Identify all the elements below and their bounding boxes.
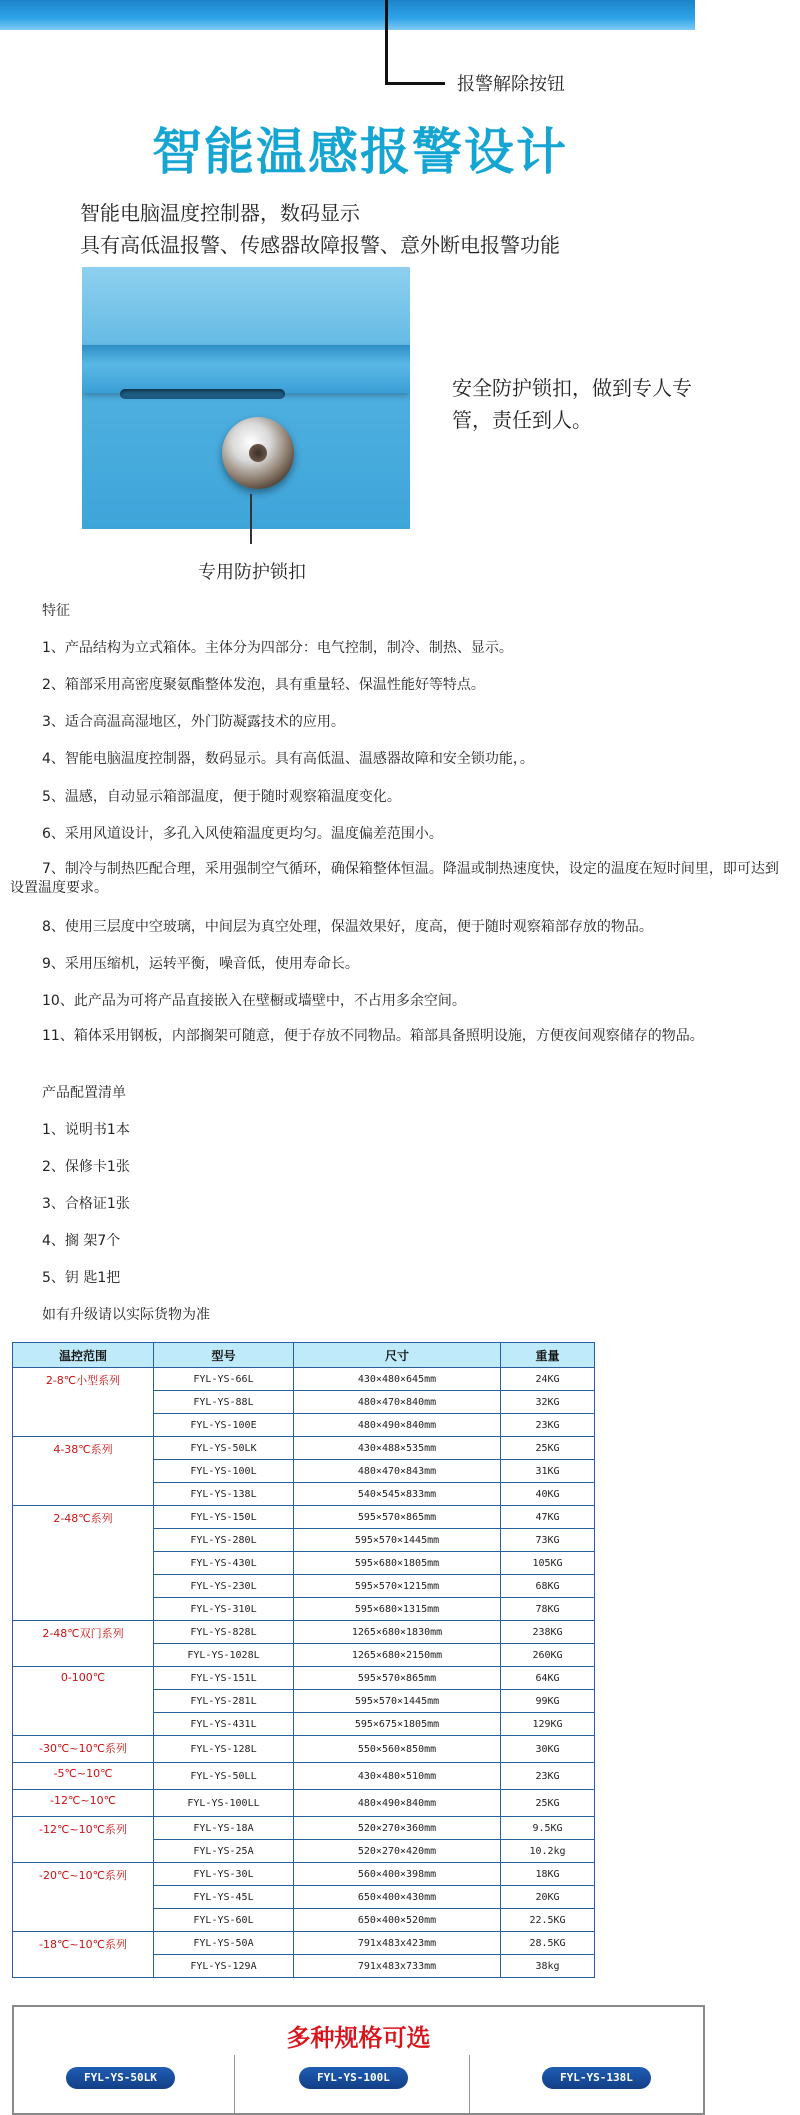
config-note: 如有升级请以实际货物为准 <box>42 1307 210 1323</box>
config-title: 产品配置清单 <box>42 1085 126 1101</box>
weight-cell: 23KG <box>501 1414 595 1437</box>
product-photo-top-strip <box>0 0 695 30</box>
size-cell: 650×400×520mm <box>294 1909 501 1932</box>
feature-item: 1、产品结构为立式箱体。主体分为四部分：电气控制，制冷、制热、显示。 <box>42 640 513 656</box>
model-badge[interactable]: FYL-YS-100L <box>299 2067 408 2089</box>
callout-line <box>385 82 445 85</box>
model-cell: FYL-YS-50A <box>154 1932 294 1955</box>
size-cell: 430×480×510mm <box>294 1763 501 1790</box>
size-cell: 540×545×833mm <box>294 1483 501 1506</box>
weight-cell: 129KG <box>501 1713 595 1736</box>
size-cell: 595×570×1215mm <box>294 1575 501 1598</box>
size-cell: 650×400×430mm <box>294 1886 501 1909</box>
model-cell: FYL-YS-50LK <box>154 1437 294 1460</box>
weight-cell: 64KG <box>501 1667 595 1690</box>
size-cell: 520×270×360mm <box>294 1817 501 1840</box>
spec-table-body <box>13 1368 595 1978</box>
size-cell: 595×570×865mm <box>294 1667 501 1690</box>
weight-cell: 30KG <box>501 1736 595 1763</box>
config-item: 2、保修卡1张 <box>42 1159 130 1175</box>
callout-line <box>385 0 388 85</box>
feature-item: 4、智能电脑温度控制器，数码显示。具有高低温、温感器故障和安全锁功能，。 <box>42 751 534 767</box>
model-cell: FYL-YS-100L <box>154 1460 294 1483</box>
model-cell: FYL-YS-100E <box>154 1414 294 1437</box>
weight-cell: 73KG <box>501 1529 595 1552</box>
weight-cell: 18KG <box>501 1863 595 1886</box>
size-cell: 480×470×840mm <box>294 1391 501 1414</box>
size-cell: 791x483x423mm <box>294 1932 501 1955</box>
temperature-range-cell: -20℃~10℃系列 <box>13 1863 154 1932</box>
feature-item: 8、使用三层度中空玻璃，中间层为真空处理，保温效果好，度高，便于随时观察箱部存放的物品。 <box>42 919 653 935</box>
table-row <box>13 1667 595 1690</box>
model-cell: FYL-YS-50LL <box>154 1763 294 1790</box>
alarm-release-button-label: 报警解除按钮 <box>457 74 565 95</box>
weight-cell: 78KG <box>501 1598 595 1621</box>
headline-subtitle-2: 具有高低温报警、传感器故障报警、意外断电报警功能 <box>80 233 560 257</box>
feature-item: 6、采用风道设计，多孔入风使箱温度更均匀。温度偏差范围小。 <box>42 826 443 842</box>
lock-product-photo <box>82 267 410 529</box>
lock-label: 专用防护锁扣 <box>198 562 306 583</box>
model-cell: FYL-YS-60L <box>154 1909 294 1932</box>
weight-cell: 24KG <box>501 1368 595 1391</box>
feature-item: 2、箱部采用高密度聚氨酯整体发泡，具有重量轻、保温性能好等特点。 <box>42 677 485 693</box>
weight-cell: 22.5KG <box>501 1909 595 1932</box>
temperature-range-cell: 2-48℃双门系列 <box>13 1621 154 1667</box>
table-row <box>13 1506 595 1529</box>
temperature-range-cell: -5℃~10℃ <box>13 1763 154 1790</box>
size-cell: 1265×680×1830mm <box>294 1621 501 1644</box>
spec-table <box>12 1342 595 1978</box>
model-cell: FYL-YS-280L <box>154 1529 294 1552</box>
header-cell: 尺寸 <box>294 1343 501 1368</box>
temperature-range-cell: 0-100℃ <box>13 1667 154 1736</box>
weight-cell: 20KG <box>501 1886 595 1909</box>
size-cell: 1265×680×2150mm <box>294 1644 501 1667</box>
table-row <box>13 1790 595 1817</box>
weight-cell: 23KG <box>501 1763 595 1790</box>
model-cell: FYL-YS-828L <box>154 1621 294 1644</box>
model-cell: FYL-YS-129A <box>154 1955 294 1978</box>
size-cell: 595×680×1805mm <box>294 1552 501 1575</box>
spec-options-title: 多种规格可选 <box>286 2024 431 2052</box>
weight-cell: 25KG <box>501 1437 595 1460</box>
model-cell: FYL-YS-25A <box>154 1840 294 1863</box>
weight-cell: 68KG <box>501 1575 595 1598</box>
weight-cell: 32KG <box>501 1391 595 1414</box>
feature-item: 11、箱体采用钢板，内部搁架可随意，便于存放不同物品。箱部具备照明设施，方便夜间观察储存的物品。 <box>42 1028 704 1044</box>
config-item: 1、说明书1本 <box>42 1122 130 1138</box>
temperature-range-cell: -12℃~10℃系列 <box>13 1817 154 1863</box>
lock-description: 安全防护锁扣，做到专人专管，责任到人。 <box>452 376 692 432</box>
lock-icon <box>222 417 294 489</box>
size-cell: 791x483x733mm <box>294 1955 501 1978</box>
feature-item: 9、采用压缩机，运转平衡，噪音低，使用寿命长。 <box>42 956 359 972</box>
headline-subtitle-1: 智能电脑温度控制器，数码显示 <box>80 201 360 225</box>
temperature-range-cell: 2-48℃系列 <box>13 1506 154 1621</box>
config-item: 4、搁 架7个 <box>42 1233 121 1249</box>
column-divider <box>234 2055 235 2113</box>
size-cell: 595×570×1445mm <box>294 1529 501 1552</box>
callout-line <box>250 494 252 544</box>
model-cell: FYL-YS-18A <box>154 1817 294 1840</box>
feature-item: 3、适合高温高湿地区，外门防凝露技术的应用。 <box>42 714 345 730</box>
size-cell: 595×570×865mm <box>294 1506 501 1529</box>
weight-cell: 28.5KG <box>501 1932 595 1955</box>
spec-options-box <box>12 2005 705 2115</box>
size-cell: 550×560×850mm <box>294 1736 501 1763</box>
feature-item: 5、温感，自动显示箱部温度，便于随时观察箱温度变化。 <box>42 789 401 805</box>
door-slot <box>120 389 285 399</box>
size-cell: 430×480×645mm <box>294 1368 501 1391</box>
weight-cell: 260KG <box>501 1644 595 1667</box>
model-cell: FYL-YS-430L <box>154 1552 294 1575</box>
size-cell: 480×470×843mm <box>294 1460 501 1483</box>
temperature-range-cell: -12℃~10℃ <box>13 1790 154 1817</box>
model-cell: FYL-YS-431L <box>154 1713 294 1736</box>
size-cell: 595×680×1315mm <box>294 1598 501 1621</box>
size-cell: 480×490×840mm <box>294 1414 501 1437</box>
table-row <box>13 1763 595 1790</box>
size-cell: 595×675×1805mm <box>294 1713 501 1736</box>
model-cell: FYL-YS-138L <box>154 1483 294 1506</box>
size-cell: 595×570×1445mm <box>294 1690 501 1713</box>
table-row <box>13 1621 595 1644</box>
weight-cell: 105KG <box>501 1552 595 1575</box>
config-item: 3、合格证1张 <box>42 1196 130 1212</box>
weight-cell: 99KG <box>501 1690 595 1713</box>
model-badge[interactable]: FYL-YS-50LK <box>66 2067 175 2089</box>
model-cell: FYL-YS-88L <box>154 1391 294 1414</box>
weight-cell: 38kg <box>501 1955 595 1978</box>
weight-cell: 10.2kg <box>501 1840 595 1863</box>
model-cell: FYL-YS-100LL <box>154 1790 294 1817</box>
feature-item: 7、制冷与制热匹配合理，采用强制空气循环，确保箱整体恒温。降温或制热速度快，设定的温度在短时间里，即可达到设置温度要求。 <box>10 861 779 896</box>
header-cell: 温控范围 <box>13 1343 154 1368</box>
model-cell: FYL-YS-1028L <box>154 1644 294 1667</box>
size-cell: 560×400×398mm <box>294 1863 501 1886</box>
model-cell: FYL-YS-45L <box>154 1886 294 1909</box>
model-cell: FYL-YS-30L <box>154 1863 294 1886</box>
table-row <box>13 1368 595 1391</box>
temperature-range-cell: -18℃~10℃系列 <box>13 1932 154 1978</box>
temperature-range-cell: 2-8℃小型系列 <box>13 1368 154 1437</box>
model-cell: FYL-YS-66L <box>154 1368 294 1391</box>
weight-cell: 31KG <box>501 1460 595 1483</box>
weight-cell: 40KG <box>501 1483 595 1506</box>
feature-item: 10、此产品为可将产品直接嵌入在壁橱或墙壁中，不占用多余空间。 <box>42 993 466 1009</box>
features-title: 特征 <box>42 603 70 619</box>
config-item: 5、钥 匙1把 <box>42 1270 121 1286</box>
model-cell: FYL-YS-281L <box>154 1690 294 1713</box>
model-cell: FYL-YS-150L <box>154 1506 294 1529</box>
header-cell: 重量 <box>501 1343 595 1368</box>
temperature-range-cell: 4-38℃系列 <box>13 1437 154 1506</box>
size-cell: 520×270×420mm <box>294 1840 501 1863</box>
header-cell: 型号 <box>154 1343 294 1368</box>
model-badge[interactable]: FYL-YS-138L <box>542 2067 651 2089</box>
table-row <box>13 1736 595 1763</box>
table-row <box>13 1863 595 1886</box>
weight-cell: 25KG <box>501 1790 595 1817</box>
table-header-row <box>13 1343 595 1368</box>
door-handle-band <box>82 345 410 393</box>
table-row <box>13 1932 595 1955</box>
model-cell: FYL-YS-128L <box>154 1736 294 1763</box>
weight-cell: 47KG <box>501 1506 595 1529</box>
model-cell: FYL-YS-230L <box>154 1575 294 1598</box>
model-cell: FYL-YS-151L <box>154 1667 294 1690</box>
temperature-range-cell: -30℃~10℃系列 <box>13 1736 154 1763</box>
column-divider <box>469 2055 470 2113</box>
weight-cell: 9.5KG <box>501 1817 595 1840</box>
size-cell: 480×490×840mm <box>294 1790 501 1817</box>
size-cell: 430×488×535mm <box>294 1437 501 1460</box>
weight-cell: 238KG <box>501 1621 595 1644</box>
model-cell: FYL-YS-310L <box>154 1598 294 1621</box>
section-headline: 智能温感报警设计 <box>152 123 568 181</box>
table-row <box>13 1817 595 1840</box>
table-row <box>13 1437 595 1460</box>
